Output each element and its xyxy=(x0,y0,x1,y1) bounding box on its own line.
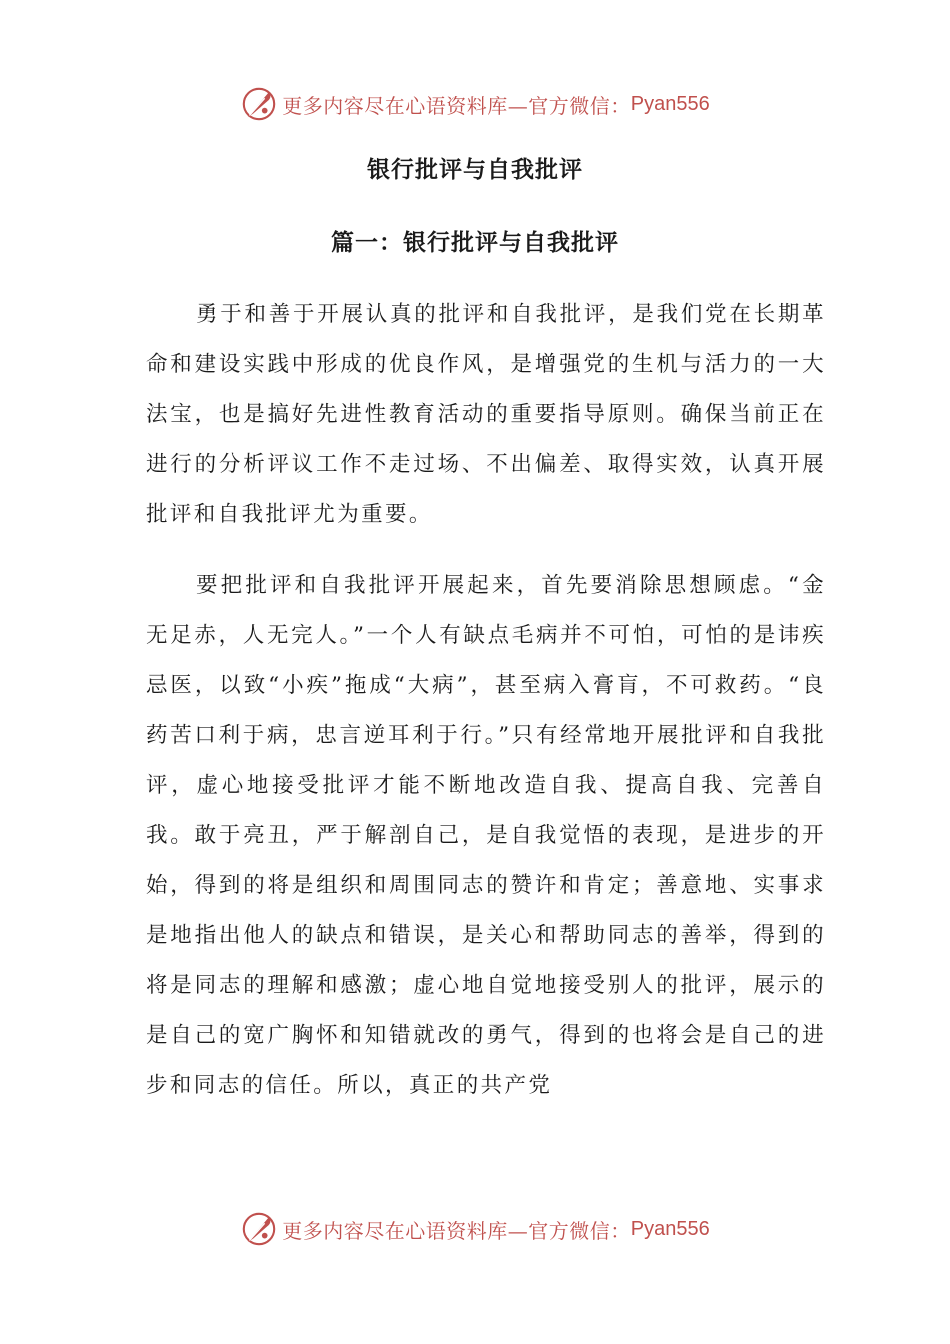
banner-wechat-id: Pyan556 xyxy=(630,92,710,115)
footer-banner xyxy=(0,1209,950,1249)
quill-pen-logo-icon xyxy=(240,85,278,123)
document-title: 银行批评与自我批评 xyxy=(367,157,583,183)
body-paragraph-2: 要把批评和自我批评开展起来，首先要消除思想顾虑。“金无足赤，人无完人。”一个人有缺点毛病并不可怕，可怕的是讳疾忌医，以致“小疾”拖成“大病”，甚至病入膏肓，不可救药。“良药苦口利于病，忠言逆耳利于行。”只有经常地开展批评和自我批评，虚心地接受批评才能不断地改造自我、提高自我、完善自我。敢于亮丑，严于解剖自己，是自我觉悟的表现，是进步的开始，得到的将是组织和周围同志的赞许和肯定；善意地、实事求是地指出他人的缺点和错误，是关心和帮助同志的善举，得到的将是同志的理解和感激；虚心地自觉地接受别人的批评，展示的是自己的宽广胸怀和知错就改的勇气，得到的也将会是自己的进步和同志的信任。所以，真正的共产党 xyxy=(146,573,826,1098)
banner-text: 更多内容尽在心语资料库—官方微信： xyxy=(282,93,631,118)
header-banner xyxy=(0,84,950,124)
banner-wechat-id: Pyan556 xyxy=(630,1217,710,1240)
section-title: 篇一：银行批评与自我批评 xyxy=(331,230,619,256)
banner-text: 更多内容尽在心语资料库—官方微信： xyxy=(282,1218,631,1243)
quill-pen-logo-icon xyxy=(240,1210,278,1248)
body-paragraph-1: 勇于和善于开展认真的批评和自我批评，是我们党在长期革命和建设实践中形成的优良作风，是增强党的生机与活力的一大法宝，也是搞好先进性教育活动的重要指导原则。确保当前正在进行的分析评议工作不走过场、不出偏差、取得实效，认真开展批评和自我批评尤为重要。 xyxy=(146,302,826,527)
